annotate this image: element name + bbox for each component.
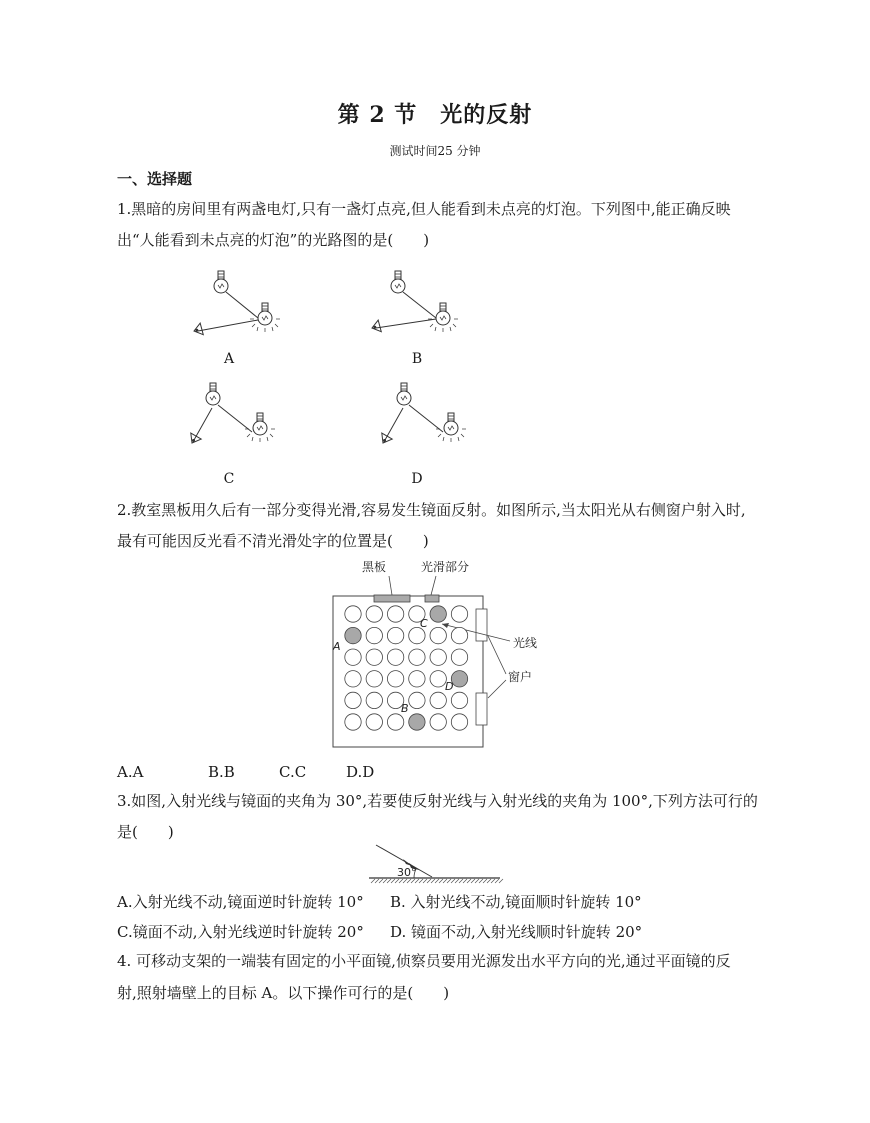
caption-d: D bbox=[411, 471, 423, 487]
q1-text-line-2: 出“人能看到未点亮的灯泡”的光路图的是( ) bbox=[117, 231, 430, 249]
mirror-hatch bbox=[439, 879, 443, 883]
mirror-hatch bbox=[379, 879, 383, 883]
caption-a: A bbox=[223, 351, 235, 367]
q3-option-d[interactable]: D. 镜面不动,入射光线顺时针旋转 20° bbox=[390, 923, 643, 941]
mirror-hatch bbox=[419, 879, 423, 883]
label-smooth: 光滑部分 bbox=[421, 560, 470, 574]
mirror-hatch bbox=[411, 879, 415, 883]
label-light: 光线 bbox=[513, 636, 538, 650]
mirror-hatch bbox=[443, 879, 447, 883]
seat-label-b: B bbox=[401, 702, 409, 715]
mirror-hatch bbox=[491, 879, 495, 883]
mirror-hatch bbox=[483, 879, 487, 883]
mirror-hatch bbox=[459, 879, 463, 883]
q2-option-b[interactable]: B.B bbox=[208, 763, 235, 781]
q2-option-c[interactable]: C.C bbox=[279, 763, 307, 781]
q2-option-d[interactable]: D.D bbox=[346, 763, 375, 781]
mirror-hatch bbox=[375, 879, 379, 883]
q3-option-b[interactable]: B. 入射光线不动,镜面顺时针旋转 10° bbox=[390, 893, 642, 911]
seat-label-d: D bbox=[445, 680, 454, 693]
section-heading: 一、选择题 bbox=[117, 170, 193, 188]
page-title: 第 2 节 光的反射 bbox=[337, 102, 533, 128]
mirror-hatch bbox=[471, 879, 475, 883]
mirror-hatch bbox=[415, 879, 419, 883]
q3-option-a[interactable]: A.入射光线不动,镜面逆时针旋转 10° bbox=[117, 893, 364, 911]
mirror-hatch bbox=[447, 879, 451, 883]
angle-label: 30° bbox=[397, 866, 417, 879]
mirror-hatch bbox=[435, 879, 439, 883]
label-window: 窗户 bbox=[508, 670, 533, 684]
mirror-hatch bbox=[387, 879, 391, 883]
mirror-hatch bbox=[391, 879, 395, 883]
q3-text-line-1: 3.如图,入射光线与镜面的夹角为 30°,若要使反射光线与入射光线的夹角为 100°,下列方法可行的 bbox=[117, 792, 758, 810]
mirror-hatch bbox=[475, 879, 479, 883]
q1-text-line-1: 1.黑暗的房间里有两盏电灯,只有一盏灯点亮,但人能看到未点亮的灯泡。下列图中,能正确反映 bbox=[117, 200, 731, 218]
mirror-hatch bbox=[487, 879, 491, 883]
mirror-hatch bbox=[431, 879, 435, 883]
mirror-hatch bbox=[467, 879, 471, 883]
caption-c: C bbox=[223, 471, 235, 487]
q2-text-line-2: 最有可能因反光看不清光滑处字的位置是( ) bbox=[117, 532, 429, 550]
mirror-hatch bbox=[399, 879, 403, 883]
mirror-hatch bbox=[427, 879, 431, 883]
label-blackboard: 黑板 bbox=[362, 560, 387, 574]
mirror-hatch bbox=[407, 879, 411, 883]
test-time: 测试时间25 分钟 bbox=[389, 144, 481, 158]
mirror-hatch bbox=[383, 879, 387, 883]
mirror-hatch bbox=[495, 879, 499, 883]
mirror-hatch bbox=[451, 879, 455, 883]
mirror-hatch bbox=[479, 879, 483, 883]
q3-text-line-2: 是( ) bbox=[117, 823, 174, 841]
q4-text-line-2: 射,照射墙壁上的目标 A。以下操作可行的是( ) bbox=[117, 984, 450, 1002]
q3-option-c[interactable]: C.镜面不动,入射光线逆时针旋转 20° bbox=[117, 923, 364, 941]
mirror-hatch bbox=[395, 879, 399, 883]
mirror-hatch bbox=[463, 879, 467, 883]
q2-text-line-1: 2.教室黑板用久后有一部分变得光滑,容易发生镜面反射。如图所示,当太阳光从右侧窗户射入时, bbox=[117, 501, 746, 519]
q4-text-line-1: 4. 可移动支架的一端装有固定的小平面镜,侦察员要用光源发出水平方向的光,通过平面镜的反 bbox=[117, 952, 731, 970]
mirror-hatch bbox=[455, 879, 459, 883]
mirror-hatch bbox=[403, 879, 407, 883]
seat-label-a: A bbox=[333, 640, 341, 653]
mirror-hatch bbox=[499, 879, 503, 883]
q2-option-a[interactable]: A.A bbox=[117, 763, 144, 781]
caption-b: B bbox=[411, 351, 423, 367]
mirror-hatch bbox=[371, 879, 375, 883]
mirror-hatch bbox=[423, 879, 427, 883]
seat-label-c: C bbox=[420, 617, 428, 630]
